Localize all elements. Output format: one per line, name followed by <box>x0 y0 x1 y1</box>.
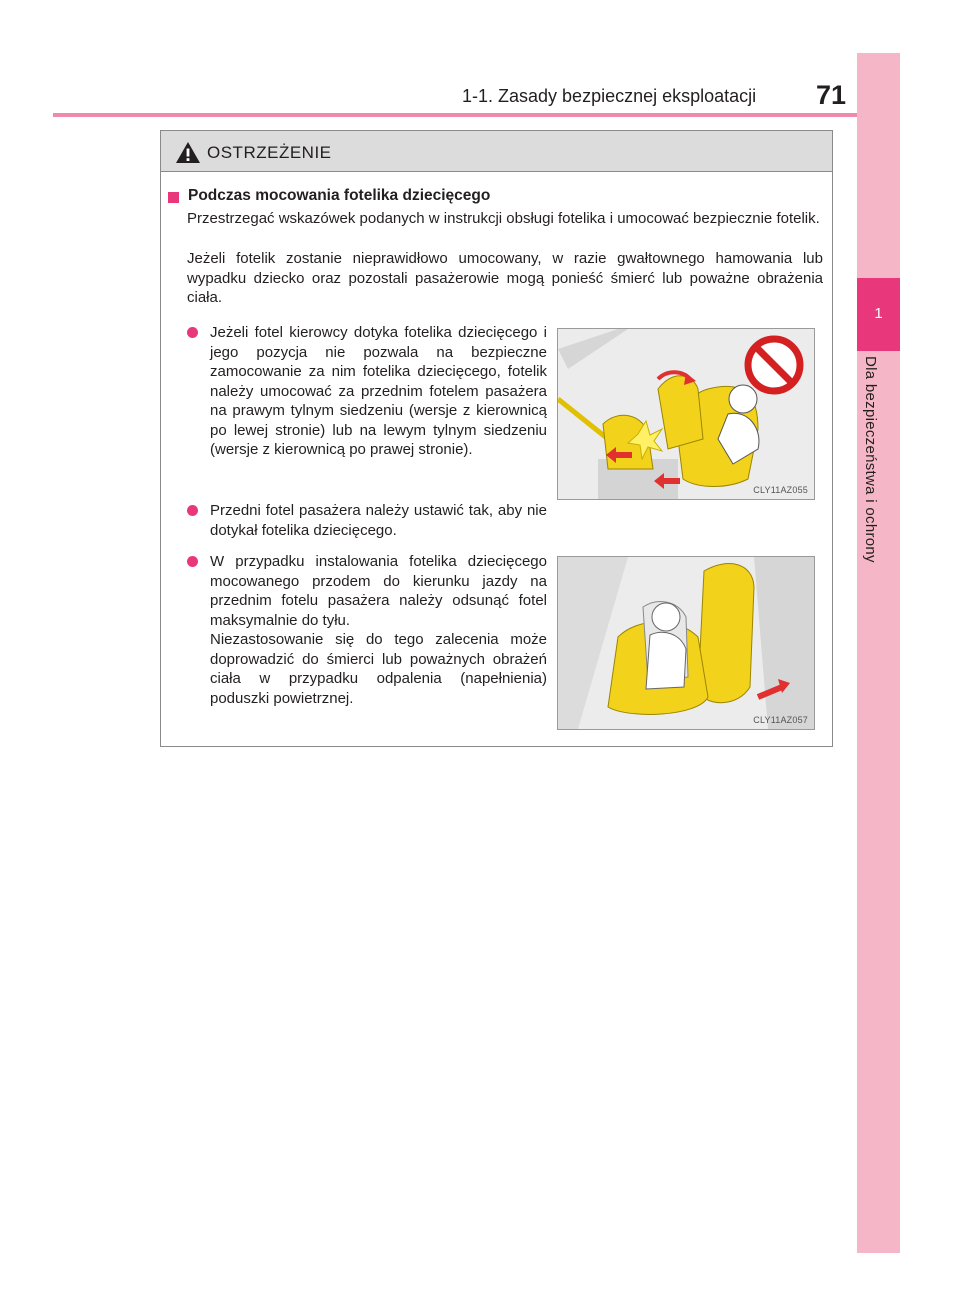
chapter-label: Dla bezpieczeństwa i ochrony <box>862 356 879 563</box>
bullet-dot-icon <box>187 327 198 338</box>
bullet-item <box>187 323 547 460</box>
bullet-item <box>187 501 547 540</box>
figure-forward-facing-seat <box>557 556 815 730</box>
bullet-dot-icon <box>187 505 198 516</box>
section-marker-icon <box>168 192 179 203</box>
figure-code: CLY11AZ055 <box>753 485 808 495</box>
warning-title: OSTRZEŻENIE <box>207 143 332 162</box>
page-number: 71 <box>816 80 847 110</box>
warning-header <box>161 131 832 172</box>
chapter-number: 1 <box>874 305 883 322</box>
bullet-dot-icon <box>187 556 198 567</box>
bullet-text: Jeżeli fotel kierowcy dotyka fotelika dziecięcego i jego pozycja nie pozwala na bezpieczne zamocowanie za nim fotelika dziecięcego, fotelik należy umocować za przednim fotelem pasażera na prawym tylnym siedzeniu (wersje z kierownicą po lewej stronie) lub na lewym tylnym siedzeniu (wersje z kierownicą po prawej stronie). <box>210 324 547 458</box>
warning-box <box>160 130 833 747</box>
forward-facing-seat-illustration <box>558 557 814 729</box>
child-seat-prohibited-illustration <box>558 329 814 499</box>
bullet-text: W przypadku instalowania fotelika dziecięcego mocowanego przodem do kierunku jazdy na przednim fotelu pasażera należy odsunąć fotel maksymalnie do tyłu. <box>210 553 547 629</box>
chapter-tab-strip <box>857 53 900 1253</box>
figure-child-seat-prohibited <box>557 328 815 500</box>
section-header-title: 1-1. Zasady bezpiecznej eksploatacji <box>462 86 757 106</box>
figure-code: CLY11AZ057 <box>753 715 808 725</box>
warning-triangle-icon <box>175 141 201 164</box>
warning-paragraph: Przestrzegać wskazówek podanych w instrukcji obsługi fotelika i umocować bezpiecznie fotelik. <box>187 210 820 227</box>
bullet-text-continued: Niezastosowanie się do tego zalecenia może doprowadzić do śmierci lub poważnych obrażeń ciała w przypadku odpalenia (napełnienia) poduszki powietrznej. <box>210 631 547 707</box>
bullet-item <box>187 552 547 708</box>
warning-section-title: Podczas mocowania fotelika dziecięcego <box>188 187 491 204</box>
bullet-text: Przedni fotel pasażera należy ustawić tak, aby nie dotykał fotelika dziecięcego. <box>210 502 547 539</box>
warning-paragraph: Jeżeli fotelik zostanie nieprawidłowo umocowany, w razie gwałtownego hamowania lub wypadku dziecko oraz pozostali pasażerowie mogą ponieść śmierć lub poważne obrażenia ciała. <box>187 250 823 306</box>
header-rule <box>53 113 857 117</box>
